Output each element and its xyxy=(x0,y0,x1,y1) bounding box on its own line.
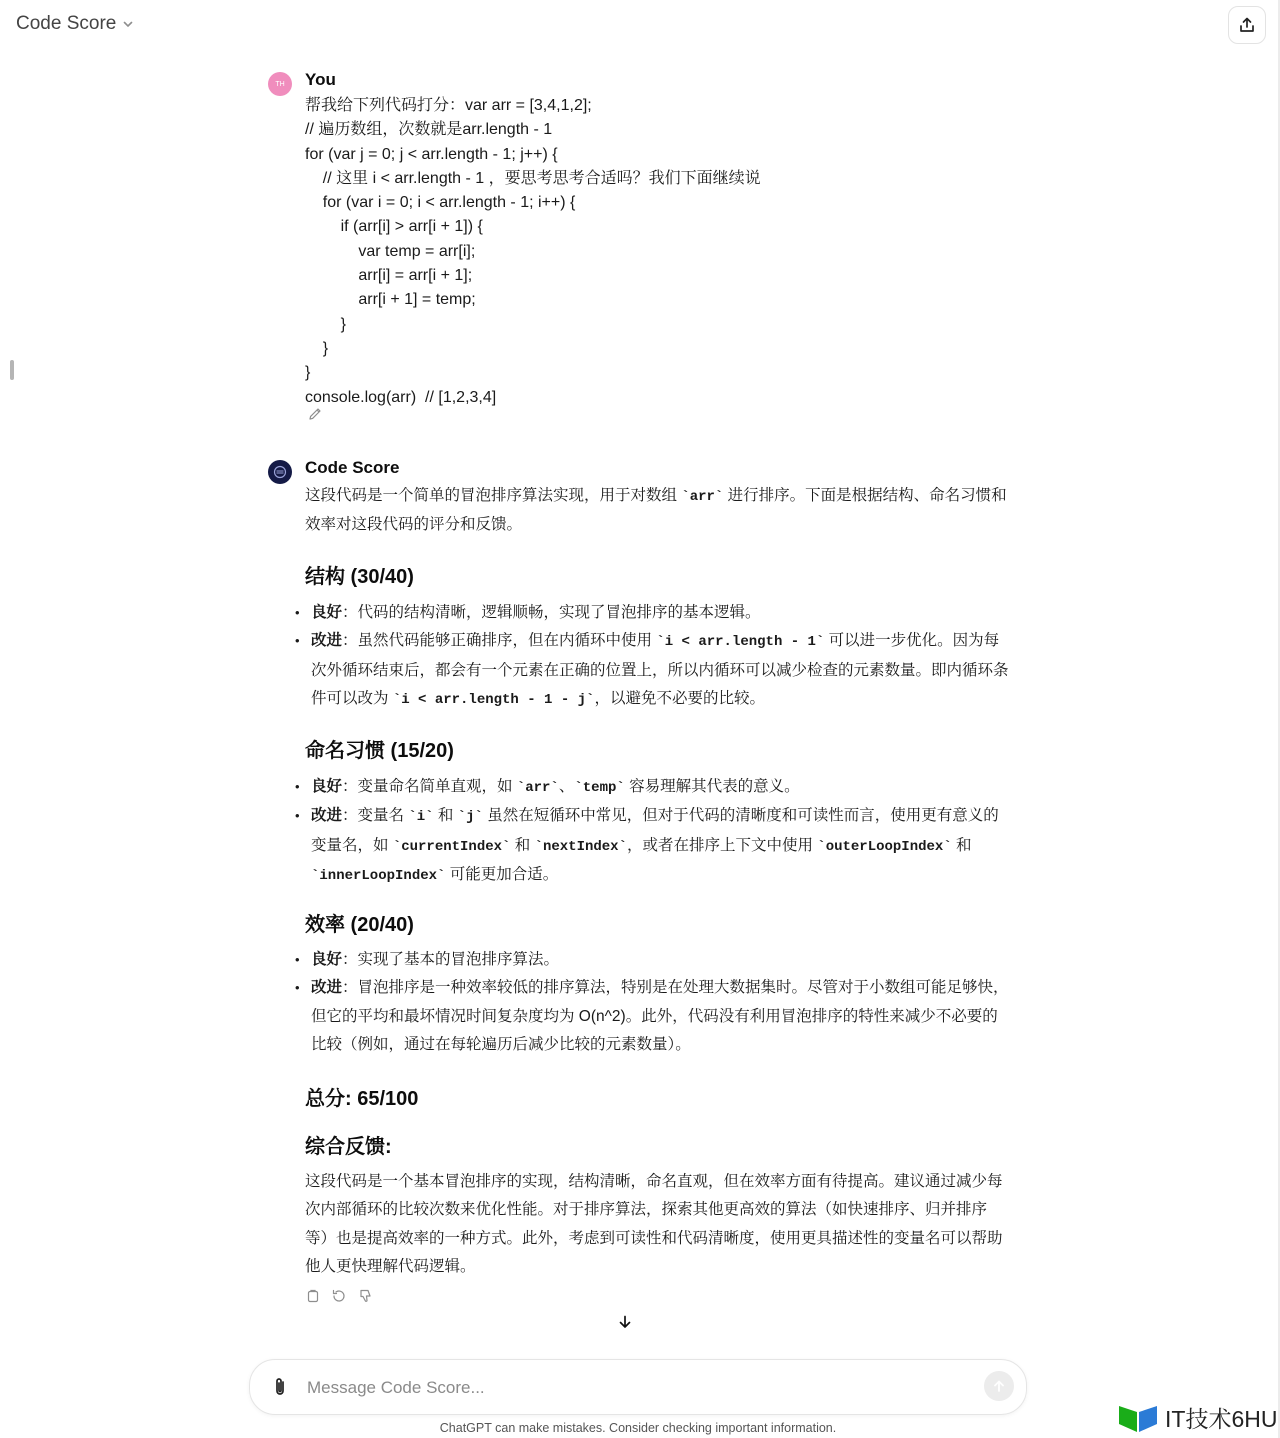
paperclip-icon[interactable] xyxy=(270,1376,290,1398)
user-avatar: TH xyxy=(268,72,292,96)
improve-text: 和 xyxy=(510,836,535,854)
inline-code: `arr` xyxy=(516,780,559,796)
share-icon xyxy=(1238,16,1256,34)
message-composer xyxy=(249,1359,1027,1415)
good-label: 良好 xyxy=(311,951,343,968)
list-item xyxy=(305,974,1010,1059)
model-name: Code Score xyxy=(16,13,117,34)
good-label: 良好 xyxy=(311,778,343,795)
inline-code: `outerLoopIndex` xyxy=(817,838,952,855)
good-text: ：实现了基本的冒泡排序算法。 xyxy=(342,951,560,968)
sidebar-toggle-handle[interactable] xyxy=(10,360,14,380)
summary-paragraph: 这段代码是一个基本冒泡排序的实现，结构清晰，命名直观，但在效率方面有待提高。建议通过减少每次内部循环的比较次数来优化性能。对于排序算法，探索其他更高效的算法（如快速排序、归并排序等）也是提高效率的一种方式。此外，考虑到可读性和代码清晰度，使用更具描述性的变量名可以帮助他人更快理解代码逻辑。 xyxy=(305,1173,1003,1275)
message-actions xyxy=(305,1288,373,1304)
watermark-logo-icon xyxy=(1117,1402,1159,1434)
efficiency-list xyxy=(305,946,1010,1059)
intro-paragraph xyxy=(305,482,1010,540)
intro-text: 这段代码是一个简单的冒泡排序算法实现，用于对数组 xyxy=(305,487,682,504)
chevron-down-icon xyxy=(122,18,134,30)
improve-text: 和 xyxy=(433,807,458,825)
user-message-text: 帮我给下列代码打分：var arr = [3,4,1,2]; // 遍历数组，次数就是arr.length - 1 for (var j = 0; j < arr.length - 1; j++) { // 这里 i < arr.length - 1 ，要思考思考合适吗？我们下面继续说 for (var i = 0; i < arr.length - 1; i++) { if (arr[i] > arr[i + 1]) { var temp = arr[i]; arr[i] = arr[i + 1]; arr[i + 1] = temp; } } } console.log(arr) // [1,2,3,4] xyxy=(305,97,761,406)
disclaimer-text: ChatGPT can make mistakes. Consider checking important information. xyxy=(439,1421,837,1435)
inline-code: `i < arr.length - 1` xyxy=(656,634,825,651)
structure-heading: 结构 (30/40) xyxy=(305,566,414,588)
inline-code: `arr` xyxy=(681,489,724,505)
message-input[interactable] xyxy=(305,1370,969,1406)
improve-label: 改进 xyxy=(311,632,343,650)
assistant-message xyxy=(268,458,1008,1318)
user-sender-name: You xyxy=(305,70,336,89)
good-text: 容易理解其代表的意义。 xyxy=(624,778,800,795)
inline-code: `currentIndex` xyxy=(392,838,511,855)
list-item xyxy=(305,627,1010,714)
summary-heading: 综合反馈: xyxy=(305,1136,392,1158)
scroll-to-bottom-button[interactable] xyxy=(610,1307,640,1337)
list-item xyxy=(305,773,1010,802)
copy-icon[interactable] xyxy=(305,1288,321,1304)
regenerate-icon[interactable] xyxy=(331,1288,347,1304)
top-bar xyxy=(0,0,1280,52)
arrow-down-icon xyxy=(617,1314,633,1330)
naming-heading: 命名习惯 (15/20) xyxy=(305,740,454,762)
thumbs-down-icon[interactable] xyxy=(357,1288,373,1304)
list-item xyxy=(305,946,1010,974)
improve-label: 改进 xyxy=(311,979,343,997)
structure-list xyxy=(305,599,1010,714)
intro-text: 进行排序。下面是根据结构、命名习惯和效率对这段代码的评分和反馈。 xyxy=(305,487,1007,534)
send-button[interactable] xyxy=(984,1371,1014,1401)
list-item xyxy=(305,802,1010,890)
inline-code: `i < arr.length - 1 - j` xyxy=(392,691,595,708)
improve-text: 可以进一步优化。因为每次外循环结束后，都会有一个元素在正确的位置上，所以内循环可以减少检查的元素数量。即内循环条件可以改为 xyxy=(311,632,1009,707)
watermark xyxy=(1117,1401,1277,1434)
list-item xyxy=(305,599,1010,627)
good-label: 良好 xyxy=(311,604,343,621)
improve-text: ，或者在排序上下文中使用 xyxy=(626,836,818,854)
model-switcher[interactable] xyxy=(16,13,134,35)
total-score-heading: 总分: 65/100 xyxy=(305,1088,419,1110)
inline-code: `j` xyxy=(457,809,483,826)
improve-text: ：虽然代码能够正确排序，但在内循环中使用 xyxy=(342,632,657,650)
inline-code: `i` xyxy=(408,809,434,826)
user-message-body xyxy=(305,94,1008,410)
assistant-message-body xyxy=(305,482,1008,1282)
improve-text: ，以避免不必要的比较。 xyxy=(594,689,765,707)
user-message xyxy=(268,70,1008,440)
watermark-text: IT技术6HU xyxy=(1165,1406,1278,1432)
inline-code: `temp` xyxy=(574,780,625,796)
naming-list xyxy=(305,773,1010,890)
good-text: ：代码的结构清晰，逻辑顺畅，实现了冒泡排序的基本逻辑。 xyxy=(342,604,761,621)
assistant-sender-name: Code Score xyxy=(305,458,400,477)
improve-text: 虽然在短循环中常见，但对于代码的清晰度和可读性而言，使用更有意义的变量名，如 xyxy=(311,807,999,854)
good-text: ：变量命名简单直观，如 xyxy=(342,778,517,795)
good-text: 、 xyxy=(558,778,575,795)
pencil-icon[interactable] xyxy=(307,406,323,422)
inline-code: `nextIndex` xyxy=(534,838,627,855)
code-score-logo-icon xyxy=(273,465,287,479)
share-button[interactable] xyxy=(1228,6,1266,44)
improve-text: 和 xyxy=(951,836,972,854)
improve-text: ：变量名 xyxy=(342,807,409,825)
bot-avatar xyxy=(268,460,292,484)
efficiency-heading: 效率 (20/40) xyxy=(305,914,414,936)
improve-label: 改进 xyxy=(311,807,343,825)
inline-code: `innerLoopIndex` xyxy=(311,867,446,884)
improve-text: 可能更加合适。 xyxy=(445,865,559,883)
improve-text: ：冒泡排序是一种效率较低的排序算法，特别是在处理大数据集时。尽管对于小数组可能足够快，但它的平均和最坏情况时间复杂度均为 O(n^2)。此外，代码没有利用冒泡排序的特性来减少不必要的比较（例如，通过在每轮遍历后减少比较的元素数量）。 xyxy=(311,979,1009,1053)
arrow-up-icon xyxy=(992,1379,1006,1393)
